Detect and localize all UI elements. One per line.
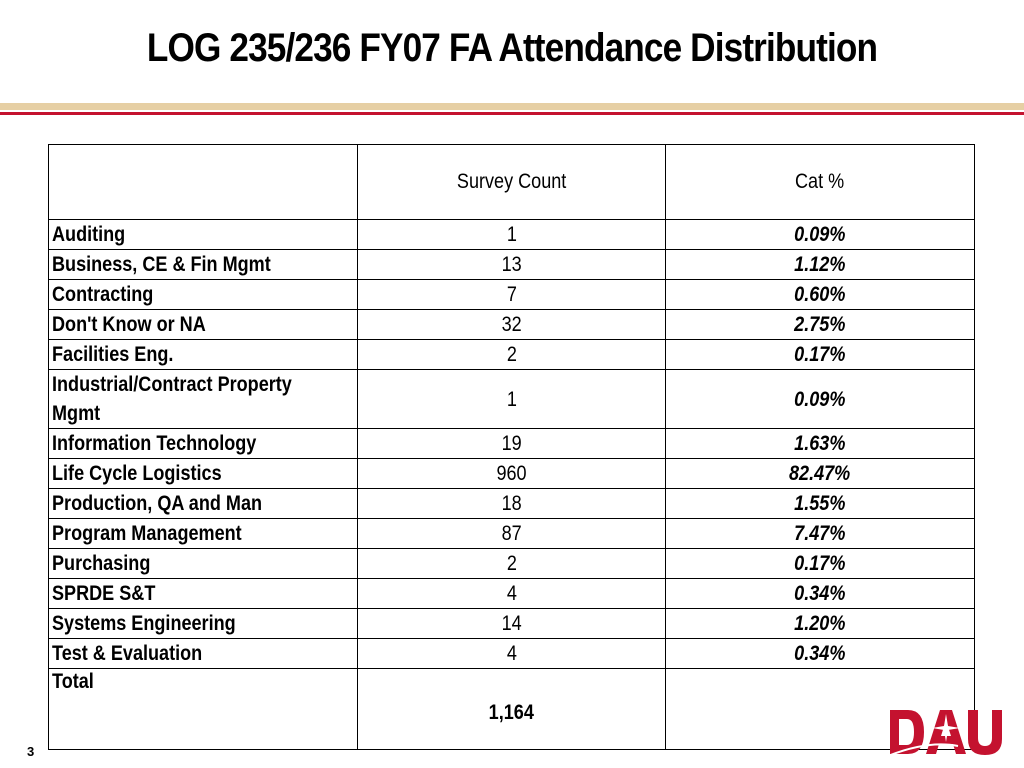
row-pct: 1.55% [666,489,975,519]
row-label: Purchasing [49,549,358,579]
row-pct: 1.20% [666,609,975,639]
attendance-table [48,144,975,750]
row-count: 4 [358,639,666,669]
row-count: 960 [358,459,666,489]
row-pct: 0.17% [666,340,975,370]
row-label: Auditing [49,220,358,250]
total-count: 1,164 [358,669,666,750]
row-count: 19 [358,429,666,459]
table-header-row [49,145,975,220]
row-count: 14 [358,609,666,639]
row-count: 1 [358,370,666,429]
row-pct: 0.09% [666,370,975,429]
table-row [49,609,975,639]
table-row [49,489,975,519]
table-row [49,639,975,669]
row-count: 7 [358,280,666,310]
row-count: 13 [358,250,666,280]
row-pct: 0.34% [666,579,975,609]
row-pct: 7.47% [666,519,975,549]
slide-title: LOG 235/236 FY07 FA Attendance Distribution [146,26,878,70]
row-label: Production, QA and Man [49,489,358,519]
row-pct: 0.34% [666,639,975,669]
row-label: Test & Evaluation [49,639,358,669]
row-label: Program Management [49,519,358,549]
row-count: 2 [358,340,666,370]
row-pct: 2.75% [666,310,975,340]
row-label: Business, CE & Fin Mgmt [49,250,358,280]
table-row [49,340,975,370]
table-row [49,549,975,579]
total-label: Total [49,669,358,750]
row-label: Contracting [49,280,358,310]
table-row [49,280,975,310]
row-pct: 0.17% [666,549,975,579]
row-pct: 1.63% [666,429,975,459]
row-label: Information Technology [49,429,358,459]
row-label: Systems Engineering [49,609,358,639]
table-row [49,579,975,609]
row-label: Life Cycle Logistics [49,459,358,489]
table-row [49,459,975,489]
page-number: 3 [27,744,35,759]
table-row [49,429,975,459]
header-blank [49,145,358,220]
table-row [49,310,975,340]
row-label: Industrial/Contract Property Mgmt [49,370,358,429]
header-survey-count: Survey Count [358,145,666,220]
table-row [49,250,975,280]
row-pct: 82.47% [666,459,975,489]
divider-red [0,112,1024,115]
row-count: 18 [358,489,666,519]
row-label: Facilities Eng. [49,340,358,370]
row-pct: 1.12% [666,250,975,280]
row-count: 32 [358,310,666,340]
row-label: Don't Know or NA [49,310,358,340]
row-pct: 0.60% [666,280,975,310]
table-total-row [49,669,975,750]
row-label: SPRDE S&T [49,579,358,609]
table-row [49,370,975,429]
table-row [49,220,975,250]
divider-gold [0,103,1024,110]
row-count: 2 [358,549,666,579]
row-pct: 0.09% [666,220,975,250]
table-row [49,519,975,549]
row-count: 1 [358,220,666,250]
header-cat-pct: Cat % [666,145,975,220]
dau-logo-icon [888,706,1006,758]
row-count: 87 [358,519,666,549]
row-count: 4 [358,579,666,609]
